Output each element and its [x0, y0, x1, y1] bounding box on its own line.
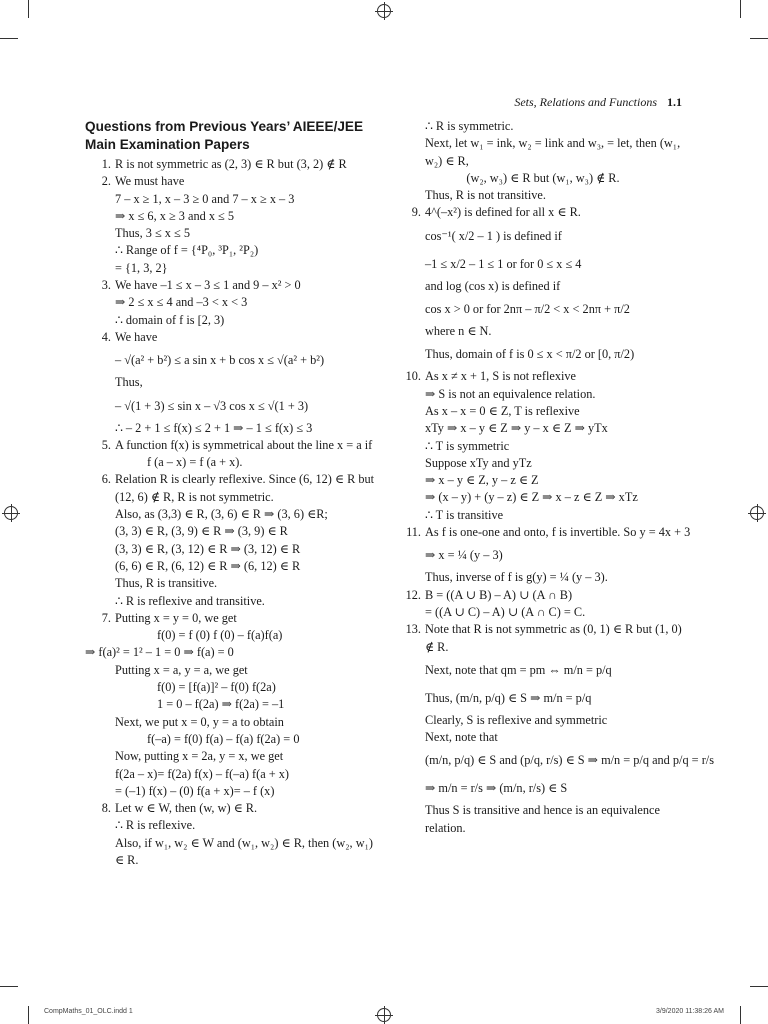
left-solution-line: [85, 260, 385, 277]
left-solution-line: [85, 748, 385, 765]
right-solution-line: [395, 295, 691, 323]
left-solution-line: [85, 558, 385, 575]
left-solution-line: [85, 506, 385, 523]
right-solution-line: [395, 472, 691, 489]
left-solution-line: [85, 173, 385, 190]
line-text: As x – x = 0 ∈ Z, T is reflexive: [425, 403, 580, 418]
right-column: [395, 118, 714, 837]
line-text: Thus, inverse of f is g(y) = ¼ (y – 3).: [425, 570, 608, 585]
left-solution-line: [85, 294, 385, 311]
left-solution-line: [85, 696, 385, 713]
left-solution-line: [85, 835, 385, 870]
line-text: Let w ∈ W, then (w, w) ∈ R.: [115, 801, 258, 816]
line-text: ⇒ f(a)² = 1² – 1 = 0 ⇒ f(a) = 0: [85, 645, 234, 660]
crop-mark: [740, 1006, 741, 1024]
line-text: We have: [115, 329, 158, 344]
crop-mark: [750, 38, 768, 39]
running-title: Sets, Relations and Functions: [514, 95, 657, 109]
line-text: f(2a – x)= f(2a) f(x) – f(–a) f(a + x): [115, 766, 289, 781]
question-number: 4.: [101, 329, 111, 344]
line-text: ∴ R is reflexive and transitive.: [115, 593, 265, 608]
footer-file-slug: CompMaths_01_OLC.indd 1: [44, 1008, 133, 1015]
registration-mark-icon: [750, 506, 764, 520]
line-text: Next, we put x = 0, y = a to obtain: [115, 714, 284, 729]
line-text: Also, as (3,3) ∈ R, (3, 6) ∈ R ⇒ (3, 6) ∈R;: [115, 507, 328, 522]
line-text: f(0) = f (0) f (0) – f(a)f(a): [157, 628, 283, 643]
question-number: 3.: [101, 278, 111, 293]
right-solution-line: [395, 118, 691, 135]
right-solution-line: [395, 684, 691, 712]
right-solution-line: [395, 802, 691, 837]
right-solution-line: [395, 656, 691, 684]
line-text: Thus S is transitive and hence is an equivalence relation.: [425, 803, 660, 835]
left-solution-line: [85, 523, 385, 540]
right-solution-line: [395, 507, 691, 524]
line-text: Now, putting x = 2a, y = x, we get: [115, 749, 284, 764]
line-text: Relation R is clearly reflexive. Since (6, 12) ∈ R but (12, 6) ∉ R, R is not symmetric.: [115, 472, 375, 504]
question-number: 12.: [405, 587, 421, 602]
line-text: – √(1 + 3) ≤ sin x – √3 cos x ≤ √(1 + 3): [115, 398, 309, 413]
question-number: 7.: [101, 610, 111, 625]
line-text: f(0) = [f(a)]² – f(0) f(2a): [157, 680, 276, 695]
left-solution-line: [85, 731, 385, 748]
left-solution-line: [85, 374, 385, 391]
line-text: –1 ≤ x/2 – 1 ≤ 1 or for 0 ≤ x ≤ 4: [425, 256, 582, 271]
left-solution-line: [85, 208, 385, 225]
crop-mark: [740, 0, 741, 18]
line-text: ∴ R is symmetric.: [425, 119, 514, 133]
left-solution-line: [85, 156, 385, 173]
right-solution-line: [395, 420, 691, 437]
line-text: We have –1 ≤ x – 3 ≤ 1 and 9 – x² > 0: [115, 278, 301, 293]
section-title-line: Main Examination Papers: [85, 137, 250, 152]
line-text: Putting x = y = 0, we get: [115, 610, 237, 625]
right-solution-line: [395, 403, 691, 420]
line-text: (3, 3) ∈ R, (3, 12) ∈ R ⇒ (3, 12) ∈ R: [115, 541, 301, 556]
right-solution-line: [395, 222, 691, 250]
section-title-line: Questions from Previous Years’ AIEEE/JEE: [85, 119, 364, 134]
line-text: ⇒ 2 ≤ x ≤ 4 and –3 < x < 3: [115, 295, 248, 310]
line-text: We must have: [115, 174, 185, 189]
right-solution-line: [395, 323, 691, 340]
left-solution-line: [85, 593, 385, 610]
line-text: (w₂, w₃) ∈ R but (w₁, w₃) ∉ R.: [466, 170, 620, 185]
line-text: R is not symmetric as (2, 3) ∈ R but (3, 2) ∉ R: [115, 157, 347, 171]
question-number: 6.: [101, 472, 111, 487]
left-solution-line: [85, 817, 385, 834]
crop-mark: [28, 1006, 29, 1024]
right-solution-line: [395, 340, 691, 368]
line-text: ⇒ m/n = r/s ⇒ (m/n, r/s) ∈ S: [425, 781, 568, 796]
line-text: (3, 3) ∈ R, (3, 9) ∈ R ⇒ (3, 9) ∈ R: [115, 524, 288, 539]
line-text: (6, 6) ∈ R, (6, 12) ∈ R ⇒ (6, 12) ∈ R: [115, 558, 301, 573]
line-text: Putting x = a, y = a, we get: [115, 662, 248, 677]
left-solution-line: [85, 420, 385, 437]
right-solution-line: [395, 541, 691, 569]
right-solution-line: [395, 746, 714, 774]
right-solution-line: [395, 712, 691, 729]
left-solution-line: [85, 662, 385, 679]
right-solution-line: [395, 386, 691, 403]
line-text: Suppose xTy and yTz: [425, 455, 532, 470]
line-text: = ((A ∪ C) – A) ∪ (A ∩ C) = C.: [425, 604, 586, 619]
question-number: 13.: [405, 622, 421, 637]
left-solution-line: [85, 644, 385, 661]
left-column: [85, 118, 385, 869]
right-solution-line: [395, 438, 691, 455]
line-text: ∴ T is transitive: [425, 507, 504, 522]
left-solution-line: [85, 679, 385, 696]
right-solution-line: [395, 604, 691, 621]
question-number: 8.: [101, 801, 111, 816]
line-text: A function f(x) is symmetrical about the line x = a if: [115, 437, 373, 452]
footer-timestamp: 3/9/2020 11:38:26 AM: [656, 1008, 724, 1015]
line-text: Note that R is not symmetric as (0, 1) ∈ R but (1, 0) ∉ R.: [425, 622, 682, 654]
line-text: Next, let w₁ = ink, w₂ = link and w₃, = let, then (w₁, w₂) ∈ R,: [425, 136, 681, 168]
running-header: [514, 95, 682, 110]
left-solution-line: [85, 783, 385, 800]
left-solution-line: [85, 714, 385, 731]
right-solution-line: [395, 569, 691, 586]
line-text: (m/n, p/q) ∈ S and (p/q, r/s) ∈ S ⇒ m/n = p/q and p/q = r/s: [425, 753, 714, 768]
right-solution-line: [395, 187, 691, 204]
line-text: ⇒ (x – y) + (y – z) ∈ Z ⇒ x – z ∈ Z ⇒ xTz: [425, 490, 638, 505]
left-solution-line: [85, 627, 385, 644]
line-text: f (a – x) = f (a + x).: [147, 455, 243, 470]
line-text: As f is one-one and onto, f is invertible. So y = 4x + 3: [425, 525, 691, 540]
right-solution-line: [395, 774, 691, 802]
line-text: Thus,: [115, 375, 143, 390]
question-number: 1.: [101, 157, 111, 171]
line-text: ∴ domain of f is [2, 3): [115, 312, 225, 327]
line-text: cos⁻¹( x/2 – 1 ) is defined if: [425, 228, 562, 243]
left-solution-line: [85, 329, 385, 346]
line-text: As x ≠ x + 1, S is not reflexive: [425, 369, 576, 384]
left-solution-line: [85, 471, 385, 506]
left-solution-line: [85, 277, 385, 294]
line-text: ∴ R is reflexive.: [115, 818, 196, 833]
left-solution-line: [85, 225, 385, 242]
question-number: 10.: [405, 369, 421, 384]
line-text: Thus, R is transitive.: [115, 576, 218, 591]
line-text: Clearly, S is reflexive and symmetric: [425, 712, 608, 727]
left-solution-line: [85, 312, 385, 329]
left-solution-line: [85, 191, 385, 208]
line-text: xTy ⇒ x – y ∈ Z ⇒ y – x ∈ Z ⇒ yTx: [425, 421, 608, 436]
line-text: where n ∈ N.: [425, 324, 492, 339]
right-solution-line: [395, 250, 691, 278]
section-title: [85, 118, 385, 154]
question-number: 5.: [101, 437, 111, 452]
line-text: Thus, R is not transitive.: [425, 188, 546, 203]
left-solution-line: [85, 437, 385, 454]
line-text: Next, note that: [425, 730, 498, 745]
right-solution-line: [395, 278, 691, 295]
line-text: 7 – x ≥ 1, x – 3 ≥ 0 and 7 – x ≥ x – 3: [115, 191, 295, 206]
left-solution-line: [85, 766, 385, 783]
crop-mark: [750, 986, 768, 987]
line-text: ∴ Range of f = {⁴P₀, ³P₁, ²P₂): [115, 243, 259, 258]
line-text: ⇒ x ≤ 6, x ≥ 3 and x ≤ 5: [115, 208, 235, 223]
question-number: 9.: [411, 205, 421, 220]
right-solution-line: [395, 729, 691, 746]
left-solution-line: [85, 800, 385, 817]
line-text: Thus, domain of f is 0 ≤ x < π/2 or [0, π/2): [425, 347, 635, 362]
right-solution-line: [395, 524, 691, 541]
registration-mark-icon: [4, 506, 18, 520]
question-number: 2.: [101, 174, 111, 189]
left-solution-line: [85, 242, 385, 259]
line-text: Thus, (m/n, p/q) ∈ S ⇒ m/n = p/q: [425, 690, 592, 705]
right-solution-line: [395, 204, 691, 221]
left-solution-line: [85, 541, 385, 558]
line-text: = {1, 3, 2}: [115, 260, 168, 275]
line-text: ⇒ x – y ∈ Z, y – z ∈ Z: [425, 473, 539, 488]
line-text: – √(a² + b²) ≤ a sin x + b cos x ≤ √(a² + b²): [115, 353, 325, 368]
left-solution-line: [85, 610, 385, 627]
line-text: 4^(–x²) is defined for all x ∈ R.: [425, 205, 581, 220]
line-text: = (–1) f(x) – (0) f(a + x)= – f (x): [115, 783, 275, 798]
line-text: ∴ T is symmetric: [425, 438, 510, 453]
crop-mark: [0, 986, 18, 987]
line-text: ⇒ S is not an equivalence relation.: [425, 386, 596, 401]
right-solution-line: [395, 455, 691, 472]
right-solution-line: [395, 170, 691, 187]
right-solution-line: [395, 368, 691, 385]
line-text: ⇒ x = ¼ (y – 3): [425, 548, 503, 563]
right-solution-line: [395, 621, 691, 656]
line-text: f(–a) = f(0) f(a) – f(a) f(2a) = 0: [147, 731, 300, 746]
line-text: and log (cos x) is defined if: [425, 278, 561, 293]
registration-mark-icon: [377, 1008, 391, 1022]
crop-mark: [28, 0, 29, 18]
left-solution-line: [85, 346, 385, 374]
right-solution-line: [395, 489, 691, 506]
right-solution-line: [395, 135, 691, 170]
crop-mark: [0, 38, 18, 39]
left-solution-line: [85, 575, 385, 592]
line-text: Also, if w₁, w₂ ∈ W and (w₁, w₂) ∈ R, then (w₂, w₁) ∈ R.: [115, 835, 373, 867]
line-text: ∴ – 2 + 1 ≤ f(x) ≤ 2 + 1 ⇒ – 1 ≤ f(x) ≤ 3: [115, 420, 313, 435]
question-number: 11.: [406, 525, 421, 540]
line-text: cos x > 0 or for 2nπ – π/2 < x < 2nπ + π/2: [425, 302, 630, 317]
left-solution-line: [85, 392, 385, 420]
registration-mark-icon: [377, 4, 391, 18]
line-text: B = ((A ∪ B) – A) ∪ (A ∩ B): [425, 587, 573, 602]
line-text: Next, note that qm = pm ⇔ m/n = p/q: [425, 662, 612, 677]
line-text: 1 = 0 – f(2a) ⇒ f(2a) = –1: [157, 697, 285, 712]
line-text: Thus, 3 ≤ x ≤ 5: [115, 226, 190, 241]
right-solution-line: [395, 587, 691, 604]
left-solution-line: [85, 454, 385, 471]
page-number: 1.1: [667, 95, 682, 109]
